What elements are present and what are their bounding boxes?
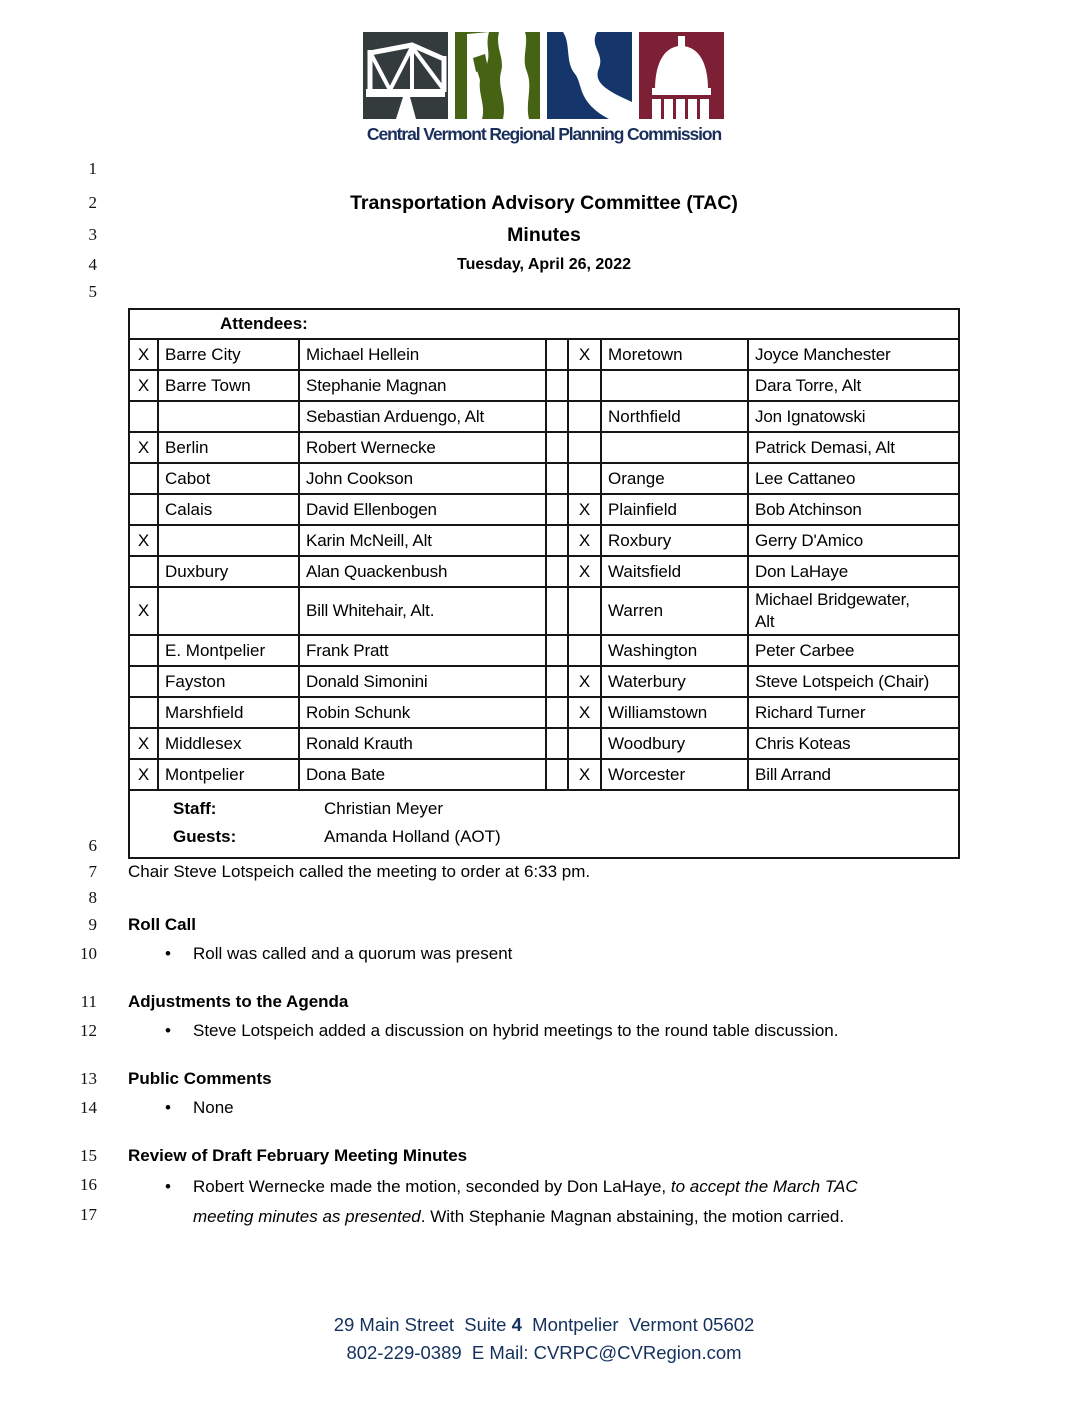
table-row: [129, 587, 959, 635]
town-cell-right: Orange: [601, 463, 748, 494]
member-name-cell-right: Patrick Demasi, Alt: [748, 432, 959, 463]
member-name-cell-left: Frank Pratt: [299, 635, 546, 666]
town-cell-left: [158, 587, 299, 635]
line-number: 1: [88, 159, 97, 178]
attendance-mark-left: X: [129, 339, 158, 370]
staff-name: Christian Meyer: [324, 799, 444, 818]
guests-name: Amanda Holland (AOT): [324, 827, 501, 846]
bullet-icon: •: [165, 944, 171, 963]
attendance-mark-left: [129, 401, 158, 432]
motion-text-regular: . With Stephanie Magnan abstaining, the motion carried.: [420, 1207, 845, 1226]
table-row: [129, 728, 959, 759]
page-subtitle: Minutes: [507, 224, 581, 246]
call-to-order-text: Chair Steve Lotspeich called the meeting to order at 6:33 pm.: [128, 862, 591, 881]
motion-text-regular: Robert Wernecke made the motion, seconded by Don LaHaye,: [193, 1177, 671, 1196]
town-cell-right: Washington: [601, 635, 748, 666]
attendance-mark-left: X: [129, 525, 158, 556]
public-comments-heading: Public Comments: [128, 1069, 272, 1088]
town-cell-right: [601, 370, 748, 401]
attendance-mark-left: [129, 666, 158, 697]
attendance-mark-right: [568, 728, 601, 759]
bridge-icon: [363, 32, 448, 119]
table-row: [129, 525, 959, 556]
motion-text-italic: meeting minutes as presented: [193, 1207, 421, 1226]
attendees-header-row: [129, 309, 959, 339]
member-name-cell-right: Peter Carbee: [748, 635, 959, 666]
line-number: 14: [80, 1098, 97, 1117]
line-number: 8: [88, 888, 97, 907]
attendance-mark-right: X: [568, 525, 601, 556]
line-number: 3: [88, 225, 97, 244]
spacer-cell: [546, 370, 568, 401]
member-name-cell-left: Karin McNeill, Alt: [299, 525, 546, 556]
attendance-mark-left: [129, 635, 158, 666]
line-number: 7: [88, 862, 97, 881]
attendance-mark-left: [129, 697, 158, 728]
attendance-mark-right: X: [568, 759, 601, 790]
logo-tiles: [363, 32, 725, 119]
public-comments-bullet: [165, 1095, 234, 1121]
member-name-cell-left: John Cookson: [299, 463, 546, 494]
line-number: 4: [88, 255, 97, 274]
staff-guests-cell: [129, 790, 959, 858]
spacer-cell: [546, 697, 568, 728]
member-name-cell-left: Ronald Krauth: [299, 728, 546, 759]
table-row: [129, 494, 959, 525]
town-cell-left: Cabot: [158, 463, 299, 494]
footer-address-text: Montpelier Vermont 05602: [521, 1314, 755, 1335]
attendance-mark-left: [129, 463, 158, 494]
attendance-mark-right: X: [568, 339, 601, 370]
town-cell-left: Calais: [158, 494, 299, 525]
attendance-mark-right: X: [568, 494, 601, 525]
member-name-cell-right: Chris Koteas: [748, 728, 959, 759]
attendance-mark-right: [568, 463, 601, 494]
vermont-map-icon: [455, 32, 540, 119]
spacer-cell: [546, 728, 568, 759]
meeting-date: Tuesday, April 26, 2022: [456, 256, 631, 273]
attendance-mark-right: [568, 432, 601, 463]
attendance-mark-left: [129, 494, 158, 525]
town-cell-right: Waterbury: [601, 666, 748, 697]
bullet-icon: •: [165, 1021, 171, 1040]
spacer-cell: [546, 432, 568, 463]
member-name-cell-right: Richard Turner: [748, 697, 959, 728]
line-number: 9: [88, 915, 97, 934]
town-cell-right: Woodbury: [601, 728, 748, 759]
attendance-mark-left: X: [129, 728, 158, 759]
cvrpc-logo: [363, 32, 725, 145]
table-row: [129, 759, 959, 790]
line-number: 6: [88, 836, 97, 855]
attendance-mark-right: [568, 587, 601, 635]
town-cell-left: Barre Town: [158, 370, 299, 401]
town-cell-left: E. Montpelier: [158, 635, 299, 666]
staff-guests-row: [129, 790, 959, 858]
suite-number: 4: [511, 1314, 522, 1335]
bullet-text: Roll was called and a quorum was present: [193, 944, 513, 963]
bullet-text: None: [193, 1098, 234, 1117]
spacer-cell: [546, 463, 568, 494]
member-name-cell-right: Steve Lotspeich (Chair): [748, 666, 959, 697]
adjustments-heading: Adjustments to the Agenda: [128, 992, 349, 1011]
member-name-cell-left: Bill Whitehair, Alt.: [299, 587, 546, 635]
attendance-mark-right: X: [568, 697, 601, 728]
roll-call-bullet: [165, 941, 512, 967]
org-name: Central Vermont Regional Planning Commission: [366, 124, 722, 144]
member-name-cell-left: Alan Quackenbush: [299, 556, 546, 587]
town-cell-right: Williamstown: [601, 697, 748, 728]
table-row: [129, 635, 959, 666]
page-title: Transportation Advisory Committee (TAC): [350, 192, 738, 214]
line-number: 17: [80, 1205, 97, 1224]
member-name-cell-right: Lee Cattaneo: [748, 463, 959, 494]
attendance-mark-left: X: [129, 587, 158, 635]
member-name-cell-right: Michael Bridgewater, Alt: [748, 587, 959, 635]
line-number: 12: [80, 1021, 97, 1040]
bullet-icon: •: [165, 1098, 171, 1117]
town-cell-left: Middlesex: [158, 728, 299, 759]
spacer-cell: [546, 635, 568, 666]
table-row: [129, 556, 959, 587]
attendance-mark-left: X: [129, 370, 158, 401]
attendance-mark-right: [568, 370, 601, 401]
town-cell-left: [158, 525, 299, 556]
winding-road-icon: [547, 32, 632, 119]
member-name-cell-left: Robert Wernecke: [299, 432, 546, 463]
spacer-cell: [546, 525, 568, 556]
table-row: [129, 339, 959, 370]
table-row: [129, 401, 959, 432]
town-cell-right: Plainfield: [601, 494, 748, 525]
town-cell-right: Waitsfield: [601, 556, 748, 587]
attendance-mark-right: [568, 401, 601, 432]
motion-text-italic: to accept the March TAC: [670, 1177, 858, 1196]
line-number: 5: [88, 282, 97, 301]
spacer-cell: [546, 339, 568, 370]
roll-call-heading: Roll Call: [128, 915, 197, 934]
staff-label: Staff:: [173, 799, 217, 818]
attendees-header-cell: Attendees:: [129, 309, 959, 339]
town-cell-left: Fayston: [158, 666, 299, 697]
attendance-mark-left: [129, 556, 158, 587]
member-name-cell-left: Stephanie Magnan: [299, 370, 546, 401]
spacer-cell: [546, 556, 568, 587]
town-cell-left: [158, 401, 299, 432]
table-row: [129, 697, 959, 728]
town-cell-right: [601, 432, 748, 463]
adjustments-bullet: [165, 1018, 838, 1044]
member-name-cell-right: Joyce Manchester: [748, 339, 959, 370]
member-name-cell-left: David Ellenbogen: [299, 494, 546, 525]
line-number: 13: [80, 1069, 97, 1088]
member-name-cell-left: Sebastian Arduengo, Alt: [299, 401, 546, 432]
minutes-review-heading: Review of Draft February Meeting Minutes: [128, 1146, 468, 1165]
capitol-dome-icon: [639, 32, 724, 119]
town-cell-right: Warren: [601, 587, 748, 635]
member-name-cell-left: Donald Simonini: [299, 666, 546, 697]
member-name-cell-left: Robin Schunk: [299, 697, 546, 728]
town-cell-right: Worcester: [601, 759, 748, 790]
spacer-cell: [546, 494, 568, 525]
bullet-icon: •: [165, 1177, 171, 1196]
member-name-cell-right: Jon Ignatowski: [748, 401, 959, 432]
spacer-cell: [546, 587, 568, 635]
table-row: [129, 666, 959, 697]
town-cell-left: Barre City: [158, 339, 299, 370]
town-cell-left: Duxbury: [158, 556, 299, 587]
table-row: [129, 370, 959, 401]
town-cell-left: Marshfield: [158, 697, 299, 728]
line-number: 15: [80, 1146, 97, 1165]
member-name-cell-left: Dona Bate: [299, 759, 546, 790]
town-cell-right: Moretown: [601, 339, 748, 370]
attendance-mark-left: X: [129, 432, 158, 463]
motion-bullet: [165, 1172, 975, 1232]
spacer-cell: [546, 759, 568, 790]
guests-label: Guests:: [173, 827, 237, 846]
footer-address: [0, 1312, 1088, 1338]
line-number: 2: [88, 193, 97, 212]
member-name-cell-left: Michael Hellein: [299, 339, 546, 370]
member-name-cell-right: Gerry D'Amico: [748, 525, 959, 556]
line-number: 11: [80, 992, 97, 1011]
footer-contact: 802-229-0389 E Mail: CVRPC@CVRegion.com: [346, 1342, 742, 1363]
spacer-cell: [546, 666, 568, 697]
member-name-cell-right: Dara Torre, Alt: [748, 370, 959, 401]
staff-line: [173, 795, 958, 823]
member-name-cell-right: Don LaHaye: [748, 556, 959, 587]
attendance-mark-right: X: [568, 666, 601, 697]
town-cell-right: Northfield: [601, 401, 748, 432]
town-cell-left: Berlin: [158, 432, 299, 463]
member-name-cell-right: Bob Atchinson: [748, 494, 959, 525]
attendance-mark-left: X: [129, 759, 158, 790]
guests-line: [173, 823, 958, 851]
bullet-text: Steve Lotspeich added a discussion on hybrid meetings to the round table discussion.: [193, 1021, 839, 1040]
table-row: [129, 463, 959, 494]
attendees-table: [128, 308, 960, 859]
attendance-mark-right: X: [568, 556, 601, 587]
attendance-mark-right: [568, 635, 601, 666]
line-number: 16: [80, 1175, 97, 1194]
table-row: [129, 432, 959, 463]
town-cell-right: Roxbury: [601, 525, 748, 556]
line-number: 10: [80, 944, 97, 963]
town-cell-left: Montpelier: [158, 759, 299, 790]
member-name-cell-right: Bill Arrand: [748, 759, 959, 790]
spacer-cell: [546, 401, 568, 432]
footer-address-text: 29 Main Street Suite: [333, 1314, 512, 1335]
